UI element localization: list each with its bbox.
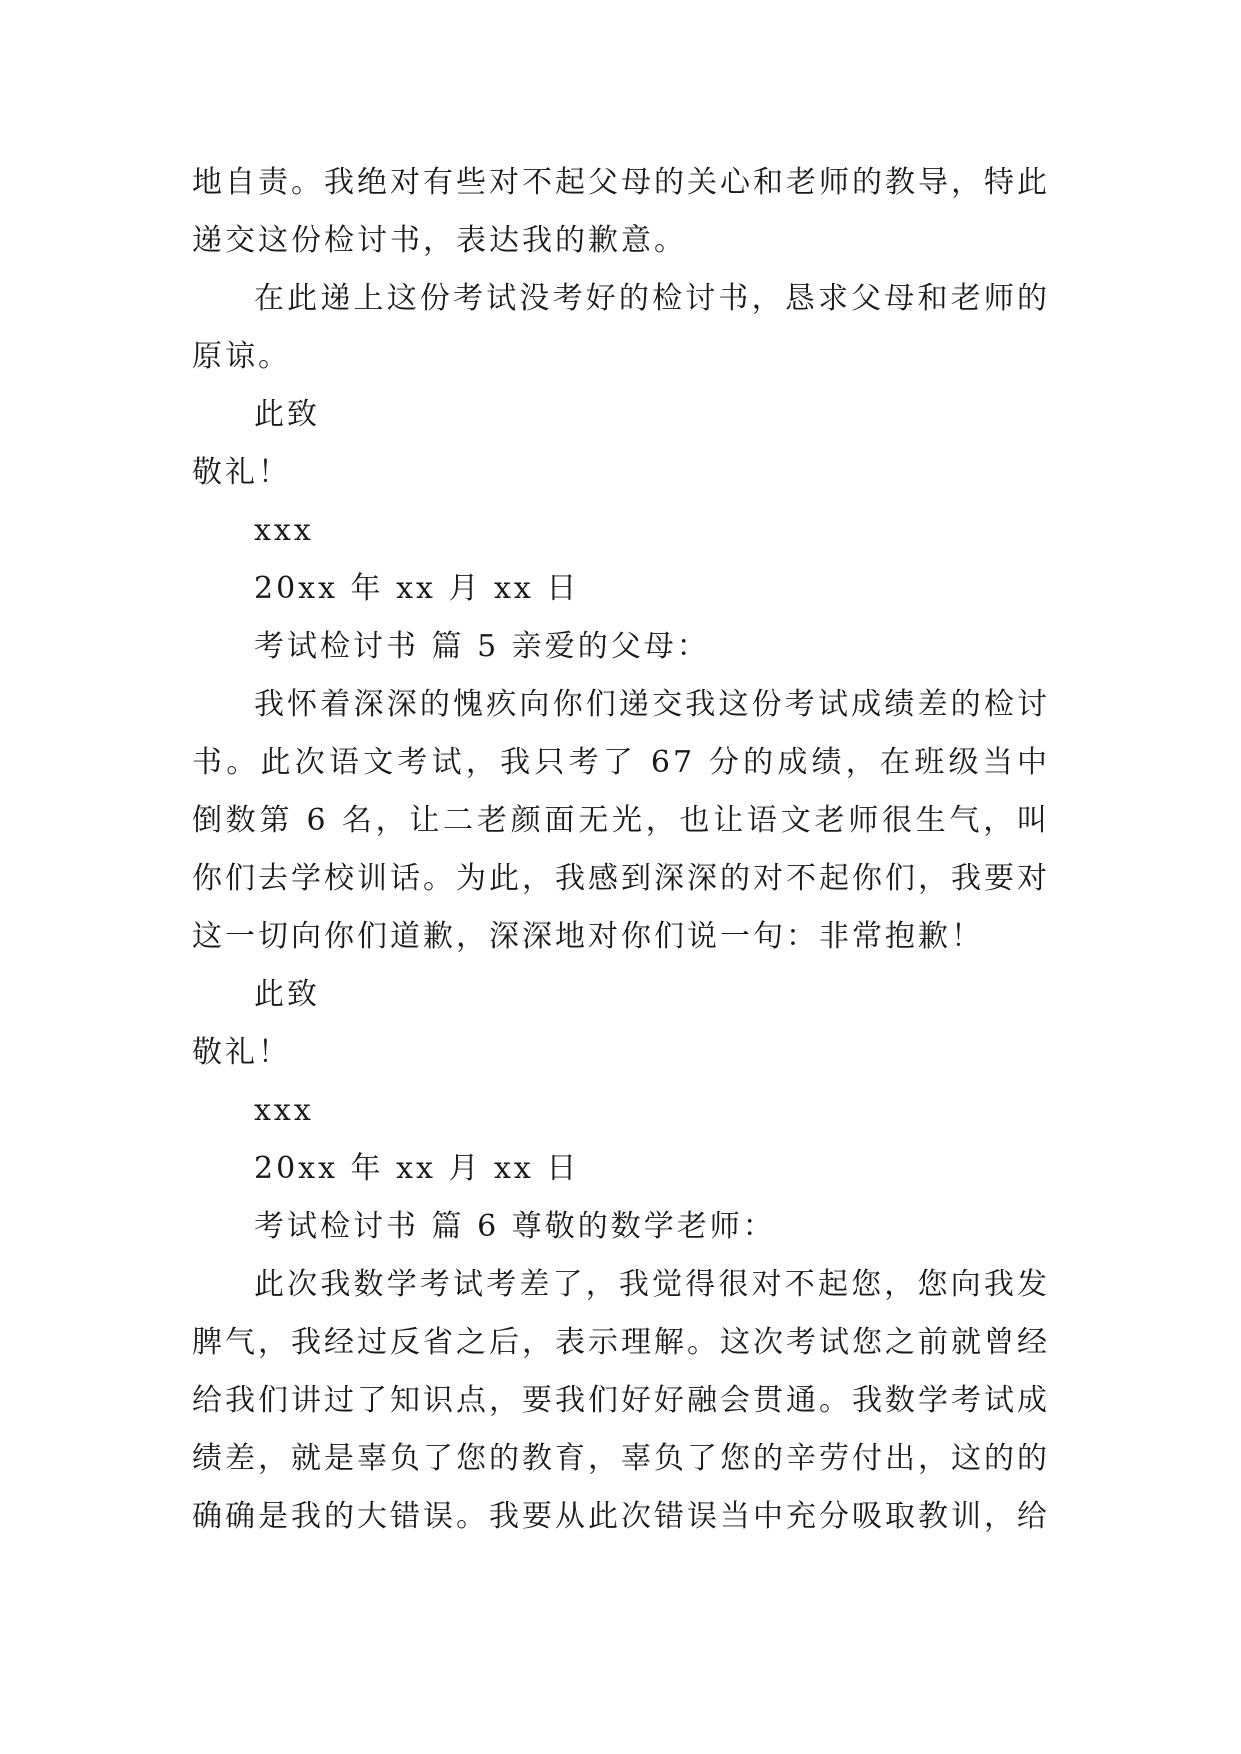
signature-name: xxx xyxy=(254,513,314,548)
section-heading: 考试检讨书 篇 6 尊敬的数学老师： xyxy=(254,1209,776,1244)
closing-salutation: 此致 xyxy=(254,977,320,1012)
section-heading: 考试检讨书 篇 5 亲爱的父母： xyxy=(254,629,710,664)
paragraph: 地自责。我绝对有些对不起父母的关心和老师的教导，特此递交这份检讨书，表达我的歉意。 xyxy=(192,165,1050,258)
signature-date: 20xx 年 xx 月 xx 日 xyxy=(254,571,580,606)
closing-regards: 敬礼！ xyxy=(192,455,291,490)
paragraph: 此次我数学考试考差了，我觉得很对不起您，您向我发脾气，我经过反省之后，表示理解。这次考试您之前就曾经给我们讲过了知识点，要我们好好融会贯通。我数学考试成绩差，就是辜负了您的教育，辜负了您的辛劳付出，这的的确确是我的大错误。我要从此次错误当中充分吸取教训，给 xyxy=(192,1267,1050,1534)
closing-regards: 敬礼！ xyxy=(192,1035,291,1070)
signature-name: xxx xyxy=(254,1093,314,1128)
document-body xyxy=(192,154,1050,1546)
paragraph: 我怀着深深的愧疚向你们递交我这份考试成绩差的检讨书。此次语文考试，我只考了 67 分的成绩，在班级当中倒数第 6 名，让二老颜面无光，也让语文老师很生气，叫你们去学校训话。为此，我感到深深的对不起你们，我要对这一切向你们道歉，深深地对你们说一句：非常抱歉！ xyxy=(192,687,1050,954)
signature-date: 20xx 年 xx 月 xx 日 xyxy=(254,1151,580,1186)
paragraph: 在此递上这份考试没考好的检讨书，恳求父母和老师的原谅。 xyxy=(192,281,1050,374)
closing-salutation: 此致 xyxy=(254,397,320,432)
